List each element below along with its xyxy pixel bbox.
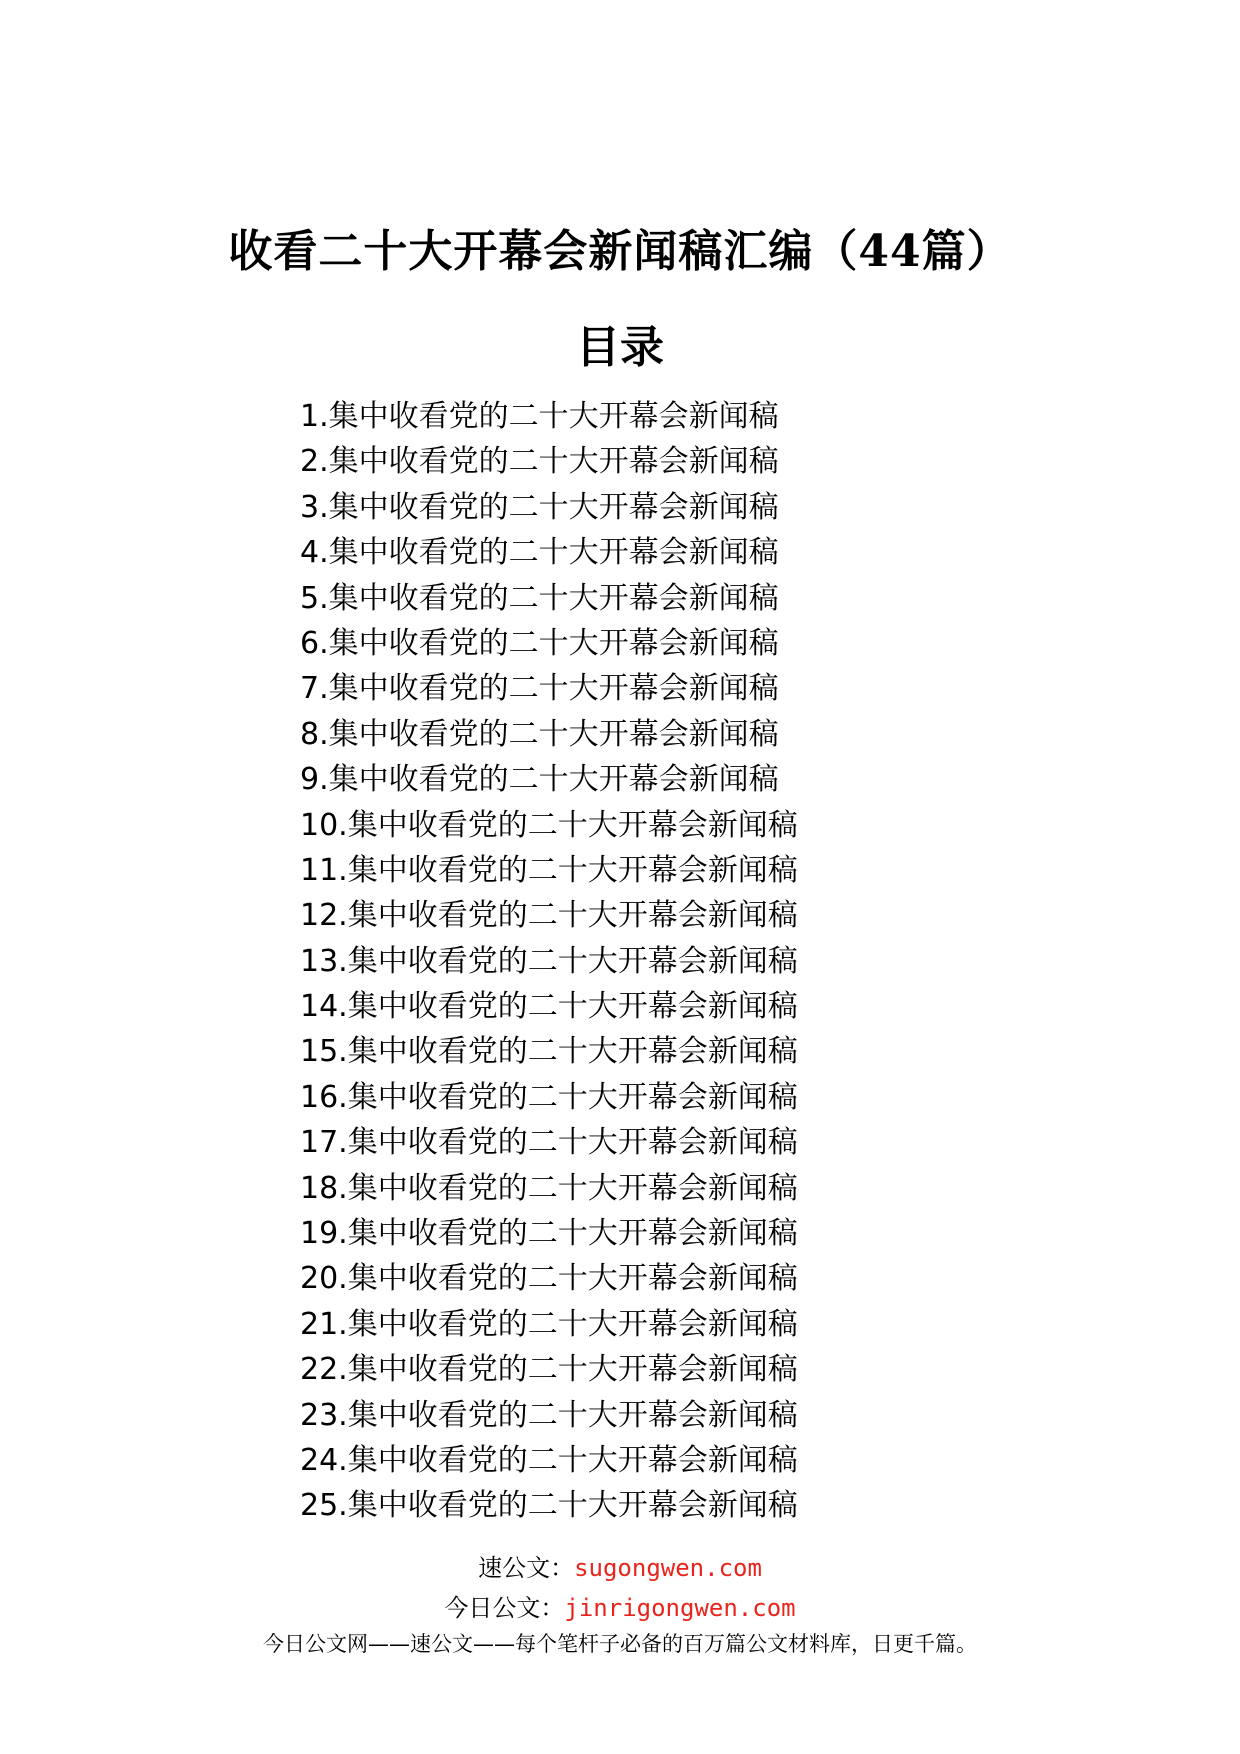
jinrigongwen-link[interactable]: jinrigongwen.com: [564, 1594, 796, 1622]
toc-item: 9.集中收看党的二十大开幕会新闻稿: [300, 762, 779, 798]
toc-item: 20.集中收看党的二十大开幕会新闻稿: [300, 1261, 798, 1297]
toc-item: 16.集中收看党的二十大开幕会新闻稿: [300, 1079, 798, 1115]
toc-item: 8.集中收看党的二十大开幕会新闻稿: [300, 716, 779, 752]
toc-item: 21.集中收看党的二十大开幕会新闻稿: [300, 1306, 798, 1342]
toc-item: 23.集中收看党的二十大开幕会新闻稿: [300, 1397, 798, 1433]
toc-item: 7.集中收看党的二十大开幕会新闻稿: [300, 671, 779, 707]
toc-item: 11.集中收看党的二十大开幕会新闻稿: [300, 852, 798, 888]
toc-item: 5.集中收看党的二十大开幕会新闻稿: [300, 580, 779, 616]
document-title: 收看二十大开幕会新闻稿汇编（44篇）: [228, 226, 1012, 277]
toc-item: 14.集中收看党的二十大开幕会新闻稿: [300, 989, 798, 1025]
footer-tagline: 今日公文网——速公文——每个笔杆子必备的百万篇公文材料库，日更千篇。: [263, 1632, 977, 1656]
footer-jinrigongwen: [0, 1590, 1240, 1626]
toc-heading: 目录: [576, 322, 664, 373]
toc-item: 22.集中收看党的二十大开幕会新闻稿: [300, 1352, 798, 1388]
toc-item: 6.集中收看党的二十大开幕会新闻稿: [300, 625, 779, 661]
toc-item: 25.集中收看党的二十大开幕会新闻稿: [300, 1488, 798, 1524]
toc-item: 18.集中收看党的二十大开幕会新闻稿: [300, 1170, 798, 1206]
toc-item: 15.集中收看党的二十大开幕会新闻稿: [300, 1034, 798, 1070]
toc-item: 13.集中收看党的二十大开幕会新闻稿: [300, 943, 798, 979]
footer-jinrigongwen-label: 今日公文：: [444, 1594, 565, 1622]
toc-item: 17.集中收看党的二十大开幕会新闻稿: [300, 1125, 798, 1161]
toc-list: [300, 394, 798, 1529]
toc-item: 10.集中收看党的二十大开幕会新闻稿: [300, 807, 798, 843]
toc-item: 1.集中收看党的二十大开幕会新闻稿: [300, 399, 779, 434]
sugongwen-link[interactable]: sugongwen.com: [574, 1554, 762, 1582]
toc-item: 2.集中收看党的二十大开幕会新闻稿: [300, 444, 779, 480]
toc-item: 4.集中收看党的二十大开幕会新闻稿: [300, 535, 779, 571]
toc-item: 24.集中收看党的二十大开幕会新闻稿: [300, 1442, 798, 1478]
footer-sugongwen: [0, 1550, 1240, 1586]
footer-sugongwen-label: 速公文：: [478, 1554, 575, 1582]
toc-item: 19.集中收看党的二十大开幕会新闻稿: [300, 1216, 798, 1252]
toc-item: 12.集中收看党的二十大开幕会新闻稿: [300, 898, 798, 934]
toc-item: 3.集中收看党的二十大开幕会新闻稿: [300, 489, 779, 525]
